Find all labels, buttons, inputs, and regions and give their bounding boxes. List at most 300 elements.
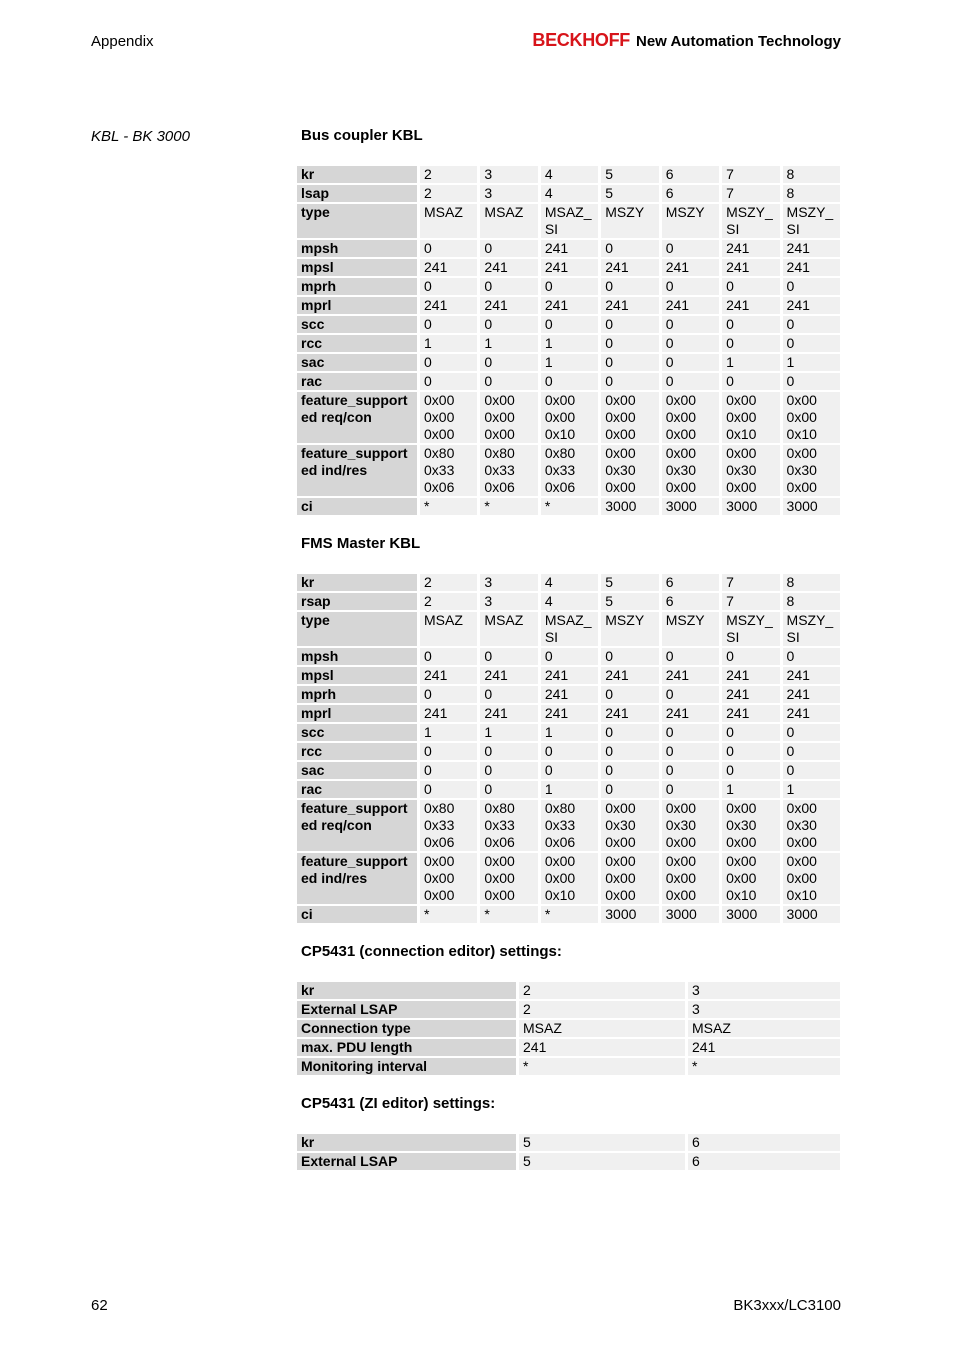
cell: 5 [519,1134,685,1151]
row-label: feature_support ed ind/res [297,445,417,496]
document-name: BK3xxx/LC3100 [733,1297,841,1314]
cell: 0 [420,316,477,333]
cell: 0 [722,743,779,760]
table-row [297,800,840,851]
cell: 3000 [783,498,840,515]
header-section-label: Appendix [91,33,154,50]
cell: 3000 [722,906,779,923]
cell: 6 [662,185,719,202]
cell: 0x00 0x00 0x00 [420,853,477,904]
table-row [297,781,840,798]
cell: 7 [722,593,779,610]
cell: 0 [662,743,719,760]
cell: 241 [662,297,719,314]
table-row [297,185,840,202]
cell: 2 [420,574,477,591]
section-title: CP5431 (connection editor) settings: [301,943,562,960]
cell: 2 [420,185,477,202]
cell: 241 [722,686,779,703]
section-title: CP5431 (ZI editor) settings: [301,1095,496,1112]
cell: 3 [688,982,840,999]
cell: 7 [722,185,779,202]
bus-coupler-table [294,164,843,517]
cell: 0 [541,316,598,333]
cell: 0 [662,686,719,703]
cell: MSZY [601,204,658,238]
cell: 4 [541,574,598,591]
cell: 1 [480,335,537,352]
cell: MSZY_ SI [722,612,779,646]
cell: 241 [722,297,779,314]
row-label: scc [297,724,417,741]
cell: 241 [541,705,598,722]
table-row [297,392,840,443]
cell: 0x00 0x00 0x10 [722,853,779,904]
row-label: mpsh [297,240,417,257]
cell: 8 [783,593,840,610]
cell: 0 [420,762,477,779]
row-label: rac [297,373,417,390]
cell: 5 [601,593,658,610]
cell: 0x00 0x30 0x00 [722,800,779,851]
cell: 241 [662,667,719,684]
cell: 241 [480,667,537,684]
cell: 0 [601,724,658,741]
cell: 1 [420,335,477,352]
cell: 0 [601,373,658,390]
cell: 0 [420,781,477,798]
cell: 6 [688,1134,840,1151]
beckhoff-logo: BECKHOFF [532,30,630,50]
row-label: Monitoring interval [297,1058,516,1075]
cell: 0 [601,648,658,665]
side-label: KBL - BK 3000 [91,128,190,145]
cell: 0 [601,762,658,779]
cell: 3000 [722,498,779,515]
row-label: rcc [297,743,417,760]
cell: 0 [783,316,840,333]
cell: 3 [480,593,537,610]
cell: 0 [480,781,537,798]
cell: 0x00 0x30 0x00 [662,800,719,851]
cell: 0 [783,648,840,665]
cell: 0 [722,648,779,665]
table-row [297,686,840,703]
table-row [297,853,840,904]
table-row [297,1020,840,1037]
cell: 0 [420,373,477,390]
cell: 241 [783,686,840,703]
cell: 0x80 0x33 0x06 [541,800,598,851]
cell: 241 [420,667,477,684]
cell: 3 [480,185,537,202]
cell: * [420,498,477,515]
cell: 4 [541,593,598,610]
table-row [297,1153,840,1170]
cell: 241 [662,705,719,722]
table-row [297,667,840,684]
zi-editor-table [294,1132,843,1172]
cell: 2 [519,1001,685,1018]
cell: 0x80 0x33 0x06 [420,800,477,851]
cell: 0 [662,781,719,798]
row-label: type [297,612,417,646]
cell: 0 [420,743,477,760]
cell: * [480,906,537,923]
cell: 0 [480,648,537,665]
cell: 0 [601,743,658,760]
cell: 241 [420,297,477,314]
table-row [297,259,840,276]
table-row [297,705,840,722]
cell: 1 [541,335,598,352]
cell: MSZY [662,612,719,646]
cell: 5 [519,1153,685,1170]
cell: 0 [601,781,658,798]
cell: 5 [601,166,658,183]
cell: 241 [783,259,840,276]
cell: 5 [601,574,658,591]
cell: 0 [541,373,598,390]
cell: 0 [662,373,719,390]
cell: 241 [480,297,537,314]
cell: 241 [783,705,840,722]
cell: 0 [420,354,477,371]
row-label: kr [297,166,417,183]
cell: 0x00 0x00 0x10 [541,853,598,904]
cell: 3 [688,1001,840,1018]
cell: 241 [783,297,840,314]
table-row [297,297,840,314]
row-label: External LSAP [297,1001,516,1018]
cell: 0 [420,278,477,295]
cell: 241 [722,667,779,684]
cell: 241 [420,259,477,276]
brand-tagline: New Automation Technology [636,33,841,50]
row-label: mpsl [297,667,417,684]
cell: 0x80 0x33 0x06 [480,800,537,851]
cell: 3 [480,574,537,591]
cell: 0 [662,316,719,333]
cell: 1 [420,724,477,741]
cell: 241 [541,240,598,257]
cell: 0 [722,335,779,352]
cell: 3000 [662,498,719,515]
cell: 0x00 0x00 0x00 [662,853,719,904]
cell: 0 [783,743,840,760]
cell: 0x00 0x30 0x00 [601,800,658,851]
cell: 241 [541,297,598,314]
cell: * [420,906,477,923]
cell: 1 [541,354,598,371]
cell: 241 [541,667,598,684]
table-row [297,498,840,515]
cell: 241 [601,705,658,722]
brand-header [532,30,841,51]
cell: MSZY_ SI [783,204,840,238]
row-label: rsap [297,593,417,610]
cell: 0 [662,278,719,295]
cell: 241 [601,667,658,684]
section-bus-coupler [297,127,840,517]
fms-master-table [294,572,843,925]
cell: 0x00 0x00 0x10 [722,392,779,443]
row-label: Connection type [297,1020,516,1037]
row-label: kr [297,574,417,591]
cell: 8 [783,574,840,591]
cell: 0x00 0x00 0x00 [480,392,537,443]
table-row [297,743,840,760]
cell: MSZY [662,204,719,238]
cell: 0 [480,240,537,257]
row-label: mprl [297,297,417,314]
cell: 0x00 0x30 0x00 [783,800,840,851]
cell: 0x00 0x00 0x00 [480,853,537,904]
table-row [297,166,840,183]
cell: 3000 [601,906,658,923]
cell: 0 [662,335,719,352]
cell: 0x00 0x30 0x00 [601,445,658,496]
cell: 0 [541,278,598,295]
cell: 0 [480,316,537,333]
cell: MSAZ_ SI [541,612,598,646]
cell: 0 [662,648,719,665]
row-label: lsap [297,185,417,202]
cell: 0 [480,762,537,779]
table-row [297,204,840,238]
cell: MSAZ_ SI [541,204,598,238]
cell: MSAZ [420,612,477,646]
cell: 1 [541,781,598,798]
section-cp5431-zi-editor [297,1095,840,1172]
row-label: ci [297,498,417,515]
row-label: feature_support ed ind/res [297,853,417,904]
table-row [297,1039,840,1056]
row-label: type [297,204,417,238]
cell: 4 [541,166,598,183]
section-title: Bus coupler KBL [301,127,423,144]
cell: 0x00 0x00 0x10 [783,853,840,904]
cell: 241 [601,259,658,276]
cell: 3 [480,166,537,183]
cell: 241 [688,1039,840,1056]
section-title: FMS Master KBL [301,535,421,552]
section-cp5431-connection-editor [297,943,840,1077]
cell: 1 [783,354,840,371]
cell: 0 [420,648,477,665]
row-label: mprh [297,686,417,703]
table-row [297,612,840,646]
cell: 241 [783,667,840,684]
cell: MSAZ [480,612,537,646]
cell: 241 [519,1039,685,1056]
cell: 2 [519,982,685,999]
cell: 0 [662,724,719,741]
row-label: sac [297,354,417,371]
cell: 241 [480,259,537,276]
cell: 0 [783,724,840,741]
row-label: mpsl [297,259,417,276]
table-row [297,574,840,591]
cell: 0 [601,686,658,703]
cell: 6 [662,166,719,183]
table-row [297,648,840,665]
row-label: kr [297,982,516,999]
table-row [297,1001,840,1018]
cell: 0x80 0x33 0x06 [541,445,598,496]
cell: 0 [722,278,779,295]
cell: 6 [688,1153,840,1170]
table-row [297,278,840,295]
cell: 0 [722,762,779,779]
cell: 1 [722,781,779,798]
cell: 4 [541,185,598,202]
row-label: feature_support ed req/con [297,800,417,851]
table-row [297,724,840,741]
row-label: ci [297,906,417,923]
cell: 241 [480,705,537,722]
cell: 241 [662,259,719,276]
cell: 3000 [601,498,658,515]
cell: 0 [420,240,477,257]
row-label: max. PDU length [297,1039,516,1056]
cell: MSZY_ SI [722,204,779,238]
cell: 6 [662,574,719,591]
table-row [297,982,840,999]
cell: 0 [601,354,658,371]
cell: 0x00 0x30 0x00 [783,445,840,496]
content [297,127,840,1172]
cell: 0 [662,354,719,371]
cell: 0 [662,762,719,779]
table-row [297,354,840,371]
cell: MSZY [601,612,658,646]
row-label: mpsh [297,648,417,665]
cell: 3000 [783,906,840,923]
cell: 2 [420,593,477,610]
cell: 241 [601,297,658,314]
cell: 8 [783,185,840,202]
cell: 0x00 0x00 0x00 [601,392,658,443]
cell: MSAZ [519,1020,685,1037]
row-label: mprl [297,705,417,722]
table-row [297,316,840,333]
cell: 0 [662,240,719,257]
cell: 2 [420,166,477,183]
cell: 0x00 0x00 0x10 [783,392,840,443]
row-label: External LSAP [297,1153,516,1170]
row-label: feature_support ed req/con [297,392,417,443]
table-row [297,1134,840,1151]
row-label: sac [297,762,417,779]
cell: 0 [601,278,658,295]
cell: 3000 [662,906,719,923]
table-row [297,240,840,257]
row-label: rcc [297,335,417,352]
cell: 0x00 0x00 0x00 [420,392,477,443]
cell: 8 [783,166,840,183]
page-number: 62 [91,1297,108,1314]
table-row [297,445,840,496]
cell: 0x00 0x30 0x00 [722,445,779,496]
cell: 6 [662,593,719,610]
cell: 241 [722,705,779,722]
cell: 241 [783,240,840,257]
table-row [297,373,840,390]
cell: 1 [722,354,779,371]
cell: 241 [722,240,779,257]
cell: 7 [722,166,779,183]
cell: 0 [783,335,840,352]
section-fms-master [297,535,840,925]
cell: MSAZ [480,204,537,238]
cell: 0 [480,686,537,703]
cell: MSZY_ SI [783,612,840,646]
cell: * [519,1058,685,1075]
cell: 0 [480,373,537,390]
cell: 0 [541,743,598,760]
cell: 0x80 0x33 0x06 [420,445,477,496]
row-label: mprh [297,278,417,295]
table-row [297,593,840,610]
cell: 0 [541,648,598,665]
cell: 0x80 0x33 0x06 [480,445,537,496]
cell: * [541,906,598,923]
cell: * [541,498,598,515]
cell: 241 [541,259,598,276]
cell: 0 [601,335,658,352]
cell: MSAZ [688,1020,840,1037]
cell: 0 [420,686,477,703]
cell: 5 [601,185,658,202]
cell: 241 [420,705,477,722]
cell: 0 [601,240,658,257]
cell: 0x00 0x00 0x00 [662,392,719,443]
cell: 0x00 0x00 0x00 [601,853,658,904]
cell: 0x00 0x00 0x10 [541,392,598,443]
row-label: scc [297,316,417,333]
cell: 0 [722,724,779,741]
cell: 1 [541,724,598,741]
cell: 0 [722,373,779,390]
cell: 0x00 0x30 0x00 [662,445,719,496]
table-row [297,335,840,352]
cell: * [480,498,537,515]
connection-editor-table [294,980,843,1077]
cell: 0 [480,354,537,371]
cell: 0 [541,762,598,779]
cell: MSAZ [420,204,477,238]
table-row [297,1058,840,1075]
row-label: kr [297,1134,516,1151]
cell: * [688,1058,840,1075]
row-label: rac [297,781,417,798]
cell: 0 [601,316,658,333]
cell: 0 [783,762,840,779]
cell: 0 [783,278,840,295]
cell: 7 [722,574,779,591]
cell: 241 [722,259,779,276]
table-row [297,906,840,923]
cell: 1 [480,724,537,741]
cell: 0 [480,278,537,295]
cell: 241 [541,686,598,703]
table-row [297,762,840,779]
cell: 0 [480,743,537,760]
cell: 0 [722,316,779,333]
cell: 1 [783,781,840,798]
cell: 0 [783,373,840,390]
